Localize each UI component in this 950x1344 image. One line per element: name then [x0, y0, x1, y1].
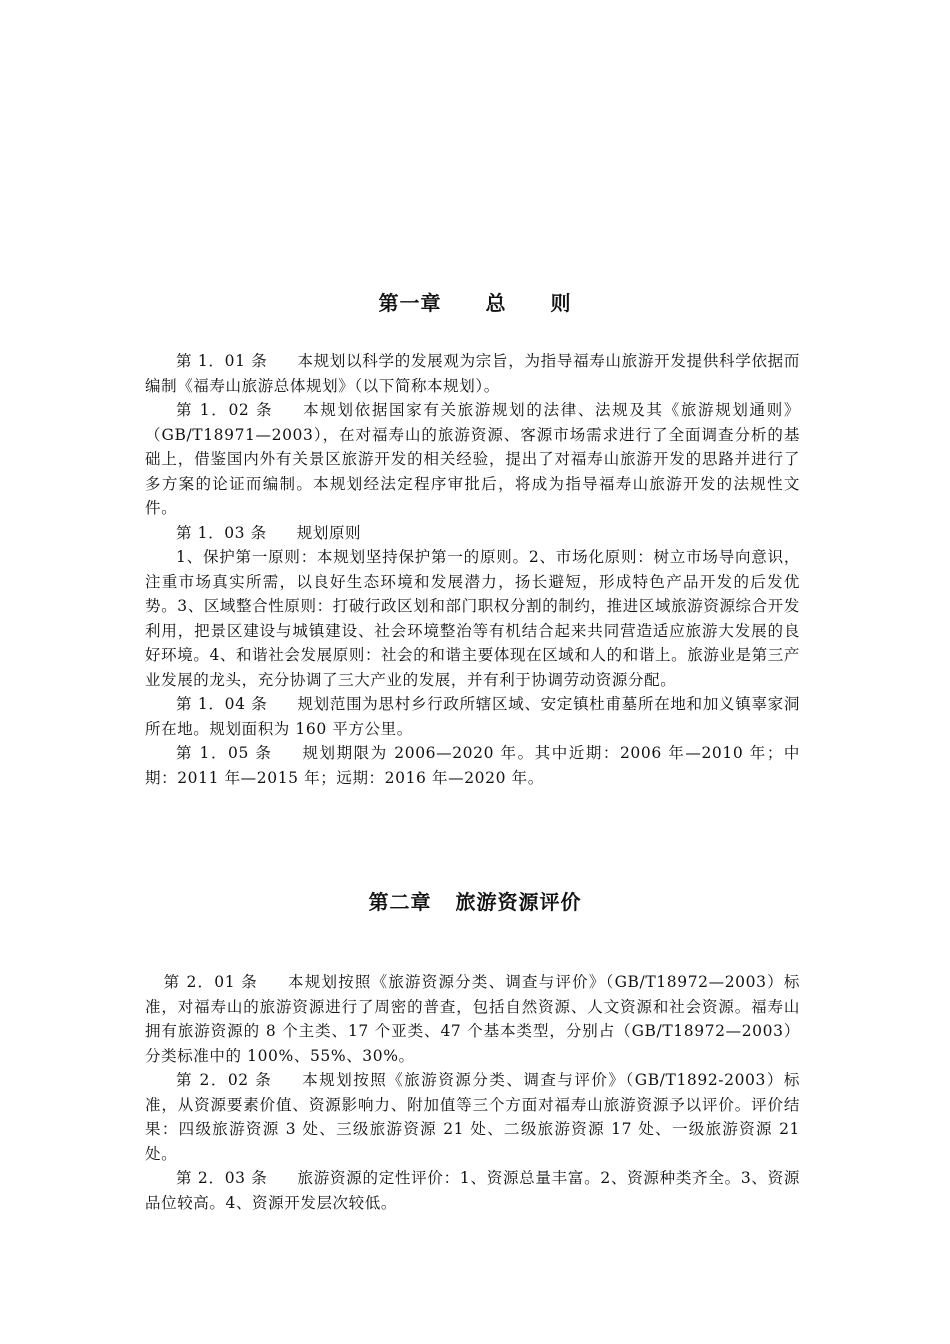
article-2-02: [145, 1068, 800, 1166]
article-text: 规划期限为 2006—2020 年。其中近期：2006 年—2010 年；中期：2011 年—2015 年；远期：2016 年—2020 年。: [145, 744, 800, 787]
article-1-04: [145, 692, 800, 741]
article-text: 本规划以科学的发展观为宗旨，为指导福寿山旅游开发提供科学依据而编制《福寿山旅游总体规划》（以下简称本规划）。: [145, 352, 800, 395]
chapter-1-number: 第一章: [378, 291, 442, 315]
chapter-1-title: [0, 287, 950, 316]
article-text: 本规划按照《旅游资源分类、调查与评价》（GB/T18972—2003）标准，对福寿山的旅游资源进行了周密的普查，包括自然资源、人文资源和社会资源。福寿山拥有旅游资源的 8 个主类、17 个亚类、47 个基本类型，分别占（GB/T18972—2003）分类标准中的 100%、55%、30%。: [145, 973, 800, 1065]
article-number: 第 1．03 条: [176, 523, 267, 542]
chapter-1-body: [145, 349, 800, 790]
chapter-1-word-2: 则: [550, 291, 572, 315]
article-text: 规划原则: [296, 523, 362, 542]
article-number: 第 1．01 条: [176, 352, 268, 370]
article-number: 第 2．03 条: [176, 1169, 268, 1187]
article-number: 第 2．01 条: [163, 973, 259, 991]
article-number: 第 1．05 条: [176, 744, 273, 762]
article-text: 1、保护第一原则：本规划坚持保护第一的原则。2、市场化原则：树立市场导向意识，注重市场真实所需，以良好生态环境和发展潜力，扬长避短，形成特色产品开发的后发优势。3、区域整合性原则：打破行政区划和部门职权分割的制约，推进区域旅游资源综合开发利用，把景区建设与城镇建设、社会环境整治等有机结合起来共同营造适应旅游大发展的良好环境。4、和谐社会发展原则：社会的和谐主要体现在区域和人的和谐上。旅游业是第三产业发展的龙头，充分协调了三大产业的发展，并有利于协调劳动资源分配。: [145, 548, 800, 689]
article-number: 第 1．04 条: [176, 695, 268, 713]
article-number: 第 2．02 条: [176, 1071, 273, 1089]
chapter-2-number: 第二章: [368, 890, 432, 914]
chapter-2-body: [145, 970, 800, 1215]
article-1-02: [145, 398, 800, 521]
article-text: 规划范围为思村乡行政所辖区域、安定镇杜甫墓所在地和加义镇辜家洞所在地。规划面积为 160 平方公里。: [145, 695, 800, 738]
chapter-2-title: [0, 886, 950, 915]
article-1-03: [145, 521, 800, 546]
article-2-03: [145, 1166, 800, 1215]
article-text: 本规划按照《旅游资源分类、调查与评价》（GB/T1892-2003）标准，从资源要素价值、资源影响力、附加值等三个方面对福寿山旅游资源予以评价。评价结果：四级旅游资源 3 处、三级旅游资源 21 处、二级旅游资源 17 处、一级旅游资源 21 处。: [145, 1071, 800, 1163]
article-1-01: [145, 349, 800, 398]
article-text: 旅游资源的定性评价：1、资源总量丰富。2、资源种类齐全。3、资源品位较高。4、资源开发层次较低。: [145, 1169, 800, 1212]
article-text: 本规划依据国家有关旅游规划的法律、法规及其《旅游规划通则》（GB/T18971—2003），在对福寿山的旅游资源、客源市场需求进行了全面调查分析的基础上，借鉴国内外有关景区旅游开发的相关经验，提出了对福寿山旅游开发的思路并进行了多方案的论证而编制。本规划经法定程序审批后，将成为指导福寿山旅游开发的法规性文件。: [145, 401, 800, 517]
planning-principles: [145, 545, 800, 692]
chapter-2-name: 旅游资源评价: [455, 890, 582, 914]
article-2-01: [145, 970, 800, 1068]
article-number: 第 1．02 条: [176, 401, 274, 419]
chapter-1-word-1: 总: [485, 291, 507, 315]
article-1-05: [145, 741, 800, 790]
